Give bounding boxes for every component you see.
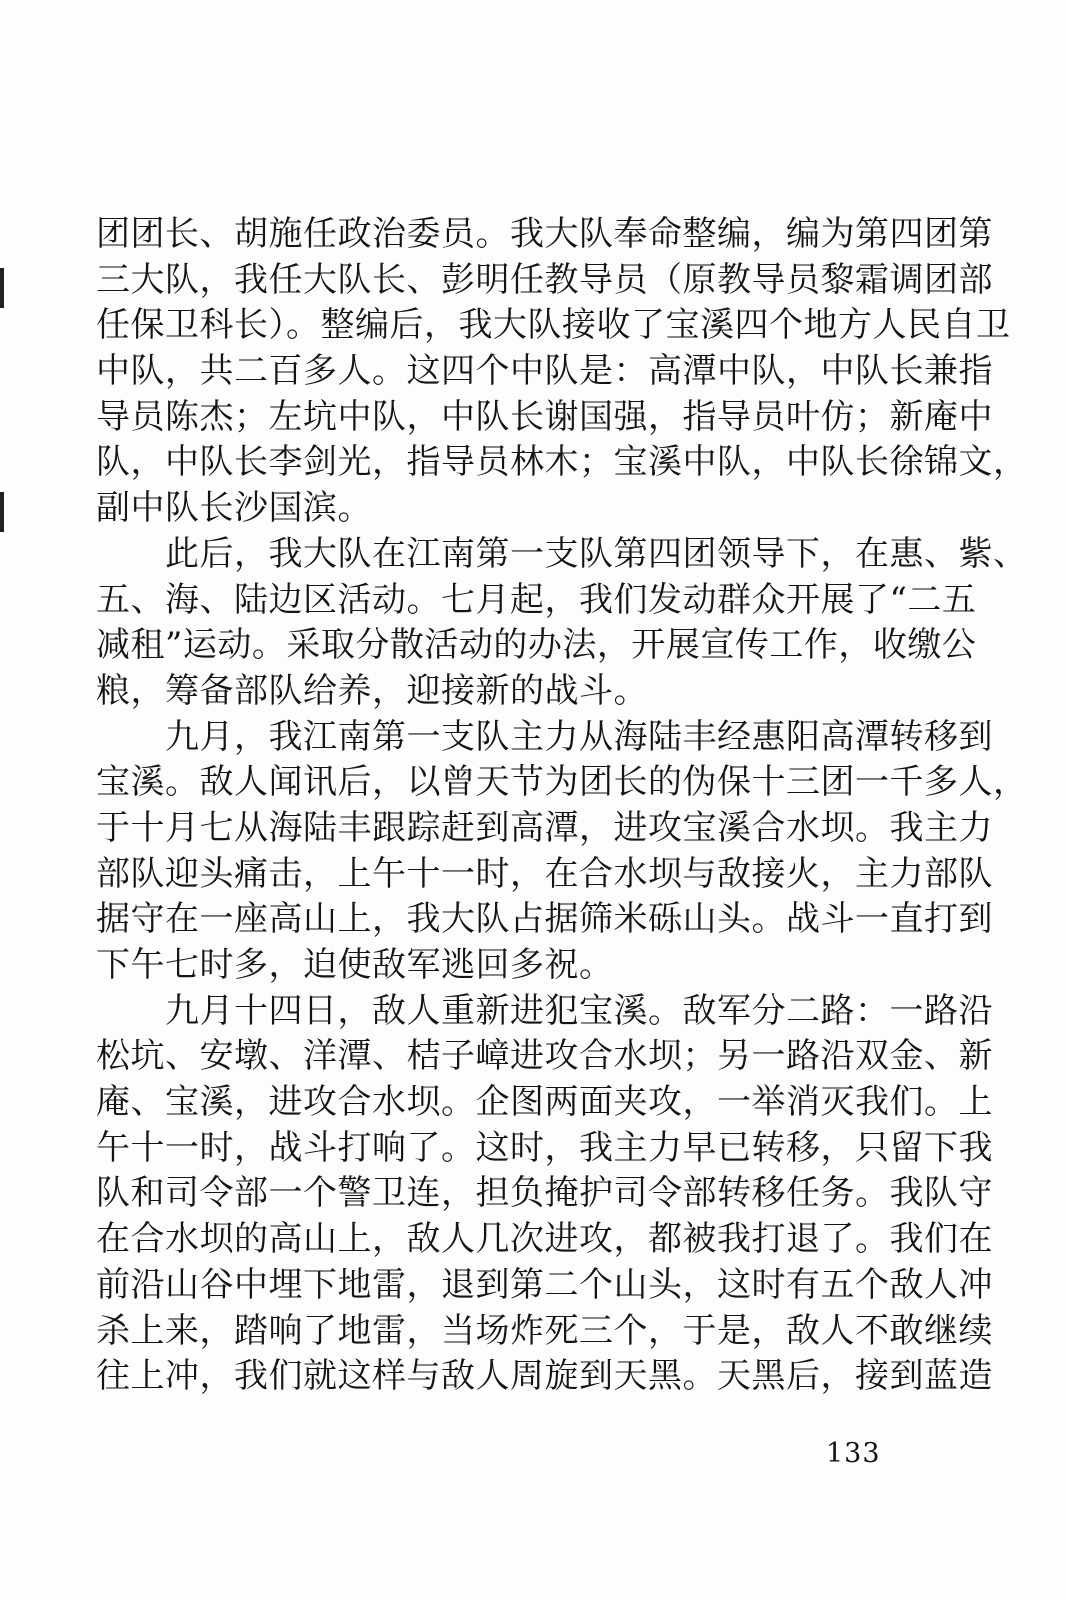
scan-edge-mark [0,268,4,308]
text-line: 队，中队长李剑光，指导员林木；宝溪中队，中队长徐锦文， [96,442,1028,483]
text-line: 五、海、陆边区活动。七月起，我们发动群众开展了“二五 [96,579,977,620]
text-line: 于十月七从海陆丰跟踪赶到高潭，进攻宝溪合水坝。我主力 [96,807,993,848]
text-line: 在合水坝的高山上，敌人几次进攻，都被我打退了。我们在 [96,1219,993,1260]
text-line: 下午七时多，迫使敌军逃回多祝。 [96,945,614,985]
text-line: 前沿山谷中埋下地雷，退到第二个山头，这时有五个敌人冲 [96,1264,993,1305]
text-line: 杀上来，踏响了地雷，当场炸死三个，于是，敌人不敢继续 [96,1310,993,1351]
text-line: 此后，我大队在江南第一支队第四团领导下，在惠、紫、 [96,533,1028,574]
text-line: 团团长、胡施任政治委员。我大队奉命整编，编为第四团第 [96,214,993,254]
text-line: 任保卫科长）。整编后，我大队接收了宝溪四个地方人民自卫 [96,305,1011,346]
text-line: 队和司令部一个警卫连，担负掩护司令部转移任务。我队守 [96,1173,993,1214]
text-line: 宝溪。敌人闻讯后，以曾天节为团长的伪保十三团一千多人， [96,762,1028,803]
body-text [96,212,1028,1400]
text-line: 三大队，我任大队长、彭明任教导员（原教导员黎霜调团部 [96,259,993,300]
text-line: 午十一时，战斗打响了。这时，我主力早已转移，只留下我 [96,1127,993,1168]
text-line: 副中队长沙国滨。 [96,488,372,529]
text-line: 减租”运动。采取分散活动的办法，开展宣传工作，收缴公 [96,625,977,666]
text-line: 导员陈杰；左坑中队，中队长谢国强，指导员叶仿；新庵中 [96,396,993,437]
text-line: 庵、宝溪，进攻合水坝。企图两面夹攻，一举消灭我们。上 [96,1082,993,1123]
text-line: 中队，共二百多人。这四个中队是：高潭中队，中队长兼指 [96,351,993,392]
text-line: 据守在一座高山上，我大队占据筛米砾山头。战斗一直打到 [96,899,993,940]
text-line: 松坑、安墩、洋潭、桔子嶂进攻合水坝；另一路沿双金、新 [96,1036,993,1077]
text-line: 粮，筹备部队给养，迎接新的战斗。 [96,670,648,711]
paragraph-1 [96,212,1028,532]
scan-edge-mark [0,492,4,532]
page-number: 133 [826,1438,881,1469]
text-line: 九月，我江南第一支队主力从海陆丰经惠阳高潭转移到 [96,716,993,757]
text-line: 九月十四日，敌人重新进犯宝溪。敌军分二路：一路沿 [96,990,993,1031]
text-line: 往上冲，我们就这样与敌人周旋到天黑。天黑后，接到蓝造 [96,1356,993,1397]
text-line: 部队迎头痛击，上午十一时，在合水坝与敌接火，主力部队 [96,853,993,894]
paragraph-3 [96,715,1028,989]
paragraph-4 [96,989,993,1400]
paragraph-2 [96,532,1028,715]
